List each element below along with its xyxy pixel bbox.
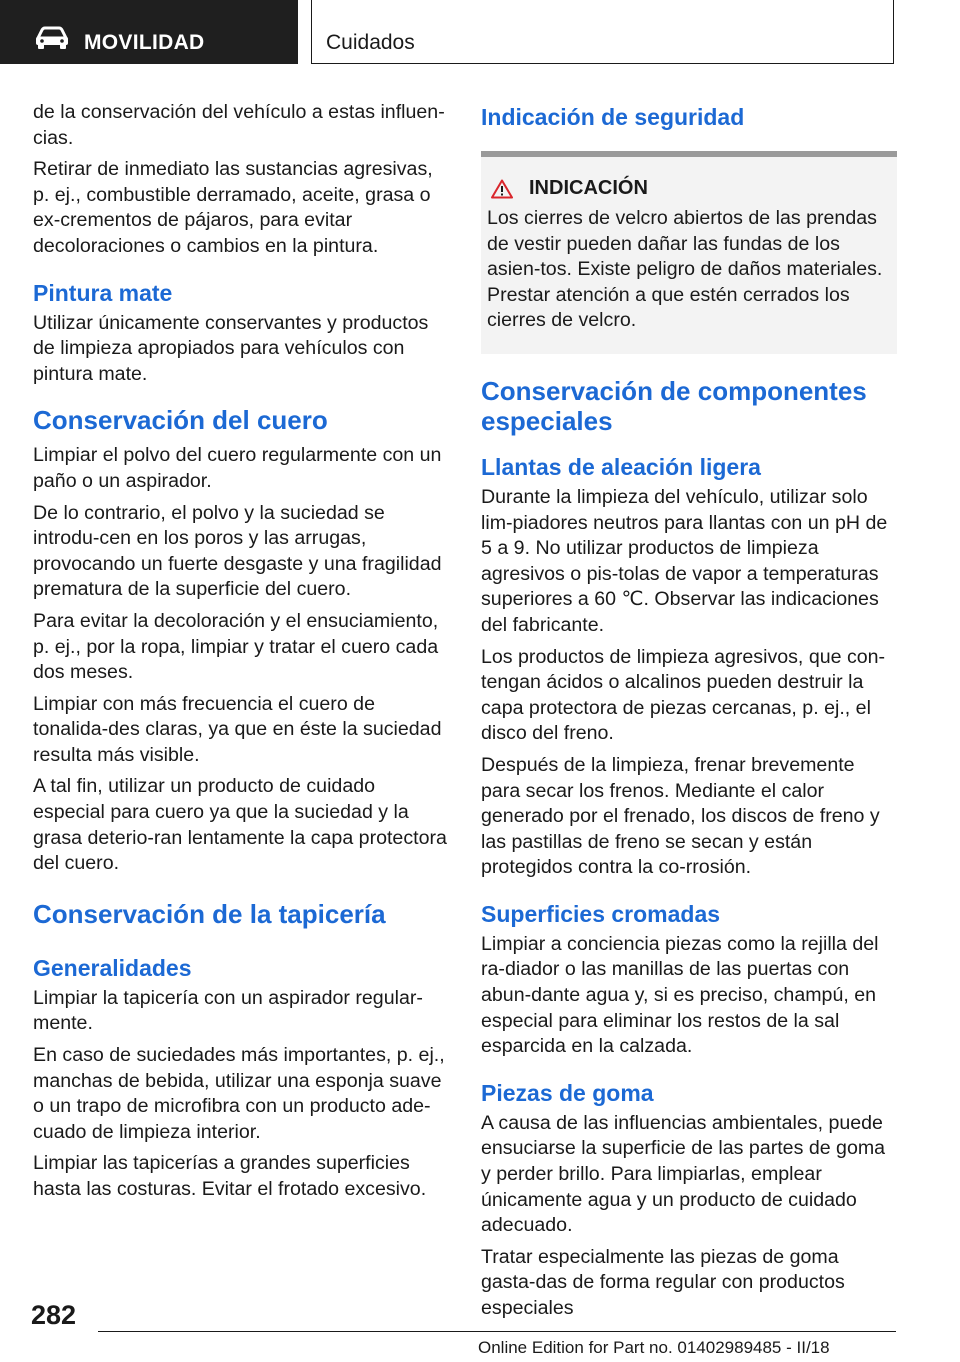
heading-superficies-cromadas: Superficies cromadas: [481, 900, 721, 927]
heading-piezas-goma: Piezas de goma: [481, 1079, 654, 1106]
heading-indicacion-seguridad: Indicación de seguridad: [481, 104, 745, 130]
page-number: 282: [31, 1300, 77, 1330]
footer-divider: [98, 1331, 896, 1332]
paragraph: Los productos de limpieza agresivos, que con-tengan ácidos o alcalinos pueden destruir la capa protectora de piezas cercanas, p. ej., el disco del freno.: [481, 645, 886, 745]
paragraph: A tal fin, utilizar un producto de cuidado especial para cuero ya que la suciedad y la grasa deterio-ran lentamente la capa protectora del cuero.: [33, 775, 447, 875]
chapter-title: Cuidados: [326, 31, 415, 54]
heading-llantas: Llantas de aleación ligera: [481, 453, 761, 480]
notice-box: [481, 151, 897, 354]
heading-componentes-especiales: Conservación de componentes especiales: [481, 375, 867, 436]
car-icon: [34, 26, 70, 50]
paragraph: Retirar de inmediato las sustancias agresivas, p. ej., combustible derramado, aceite, grasa o ex-crementos de pájaros, para evitar decoloraciones o cambios en la pintura.: [33, 158, 433, 257]
paragraph: Tratar especialmente las piezas de goma gasta-das de forma regular con productos especiales: [481, 1245, 845, 1319]
paragraph: Para evitar la decoloración y el ensuciamiento, p. ej., por la ropa, limpiar y tratar el cuero cada dos meses.: [33, 609, 439, 684]
notice-title: [487, 177, 889, 200]
footer-edition: Online Edition for Part no. 01402989485 - II/18: [478, 1338, 830, 1357]
right-column: [481, 100, 897, 1328]
paragraph: Limpiar las tapicerías a grandes superficies hasta las costuras. Evitar el frotado excesivo.: [33, 1152, 427, 1200]
section-title: MOVILIDAD: [84, 31, 205, 54]
paragraph: En caso de suciedades más importantes, p. ej., manchas de bebida, utilizar una esponja suave o un trapo de microfibra con un producto ade-cuado de limpieza interior.: [33, 1044, 445, 1143]
paragraph: Utilizar únicamente conservantes y productos de limpieza apropiados para vehículos con pintura mate.: [33, 311, 429, 385]
paragraph: A causa de las influencias ambientales, puede ensuciarse la superficie de las partes de goma y perder brillo. Para limpiarlas, emplear únicamente agua y un producto de cuidado adecuado.: [481, 1111, 886, 1237]
heading-conservacion-cuero: Conservación del cuero: [33, 405, 328, 436]
paragraph: de la conservación del vehículo a estas influen-cias.: [33, 101, 445, 149]
paragraph: Limpiar la tapicería con un aspirador regular-mente.: [33, 986, 423, 1035]
paragraph: De lo contrario, el polvo y la suciedad se introdu-cen en los poros y las arrugas, provocando un fuerte desgaste y una fragilidad prematura de la superficie del cuero.: [33, 501, 442, 601]
heading-generalidades: Generalidades: [33, 954, 192, 981]
heading-conservacion-tapiceria: Conservación de la tapicería: [33, 898, 386, 929]
paragraph: Durante la limpieza del vehículo, utilizar solo lim-piadores neutros para llantas con un pH de 5 a 9. No utilizar productos de limpieza agresivos o pis-tolas de vapor a temperaturas superiores a 60 ℃. Observar las indicaciones del fabricante.: [481, 485, 888, 636]
heading-pintura-mate: Pintura mate: [33, 279, 173, 306]
notice-text: Los cierres de velcro abiertos de las prendas de vestir pueden dañar las fundas de los asien-tos. Existe peligro de daños materiales. Prestar atención a que estén cerrados los cierres de velcro.: [487, 207, 883, 332]
paragraph: Limpiar a conciencia piezas como la rejilla del ra-diador o las manillas de las puertas con abun-dante agua y, si es preciso, champú, en especial para eliminar los restos de la sal esparcida en la calzada.: [481, 932, 879, 1058]
notice-label: INDICACIÓN: [529, 177, 648, 199]
warning-triangle-icon: [491, 179, 513, 199]
left-column: [33, 100, 449, 1209]
paragraph: Después de la limpieza, frenar brevemente para secar los frenos. Mediante el calor generado por el frenado, los discos de freno y las pastillas de freno se secan y están protegidos contra la co-rrosión.: [481, 753, 880, 879]
paragraph: Limpiar el polvo del cuero regularmente con un paño o un aspirador.: [33, 444, 442, 492]
paragraph: Limpiar con más frecuencia el cuero de tonalida-des claras, ya que en éste la suciedad resulta más visible.: [33, 692, 442, 766]
